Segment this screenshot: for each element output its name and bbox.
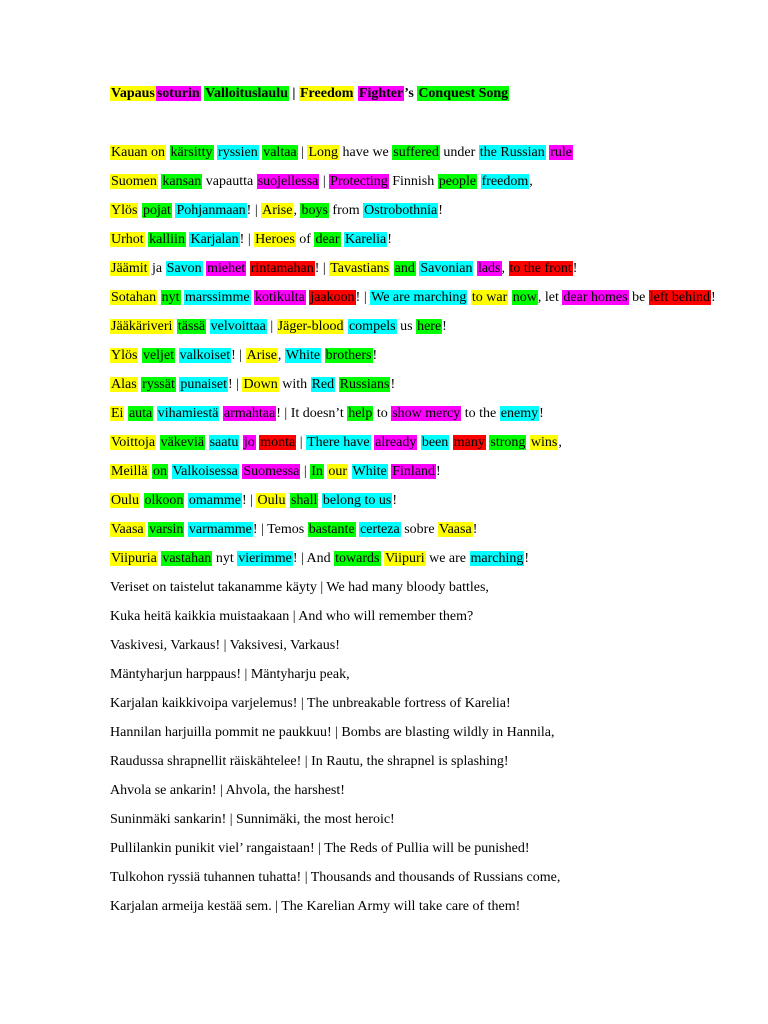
highlighted-phrase: Valloituslaulu	[205, 86, 288, 101]
plain-text: Veriset on taistelut takanamme käyty | We had many bloody battles,	[110, 580, 489, 595]
plain-text: ! | And	[292, 551, 335, 566]
highlighted-phrase: rintamahan	[250, 261, 314, 276]
plain-text: of	[295, 232, 315, 247]
plain-text: ! |	[231, 348, 246, 363]
plain-text: ,	[558, 435, 562, 450]
highlighted-phrase: Meillä	[111, 464, 148, 479]
highlighted-phrase: Vapaus	[111, 86, 155, 101]
plain-text: we are	[425, 551, 470, 566]
highlighted-phrase: White	[352, 464, 387, 479]
highlighted-phrase: kotikulta	[255, 290, 305, 305]
highlighted-phrase: valtaa	[263, 145, 297, 160]
highlighted-phrase: Sotahan	[111, 290, 157, 305]
plain-text: ja	[148, 261, 166, 276]
plain-text: Kuka heitä kaikkia muistaakaan | And who will remember them?	[110, 609, 474, 624]
plain-text: !	[711, 290, 716, 305]
plain-text: to the	[461, 406, 500, 421]
plain-text: ! |	[314, 261, 330, 276]
highlighted-phrase: rule	[550, 145, 572, 160]
highlighted-phrase: Jäger-blood	[277, 319, 344, 334]
highlighted-phrase: vastahan	[162, 551, 212, 566]
lyric-line	[110, 317, 750, 336]
lyric-line	[110, 288, 750, 307]
highlighted-phrase: Viipuri	[385, 551, 425, 566]
highlighted-phrase: brothers	[325, 348, 372, 363]
highlighted-phrase: varmamme	[188, 522, 252, 537]
highlighted-phrase: on	[153, 464, 168, 479]
plain-text: ,	[293, 203, 301, 218]
lyric-line	[110, 578, 750, 597]
plain-text: Tulkohon ryssiä tuhannen tuhatta! | Thousands and thousands of Russians come,	[110, 870, 561, 885]
highlighted-phrase: marching	[470, 551, 524, 566]
highlighted-phrase: Heroes	[255, 232, 295, 247]
highlighted-phrase: lads	[477, 261, 501, 276]
highlighted-phrase: Oulu	[111, 493, 139, 508]
plain-text: !	[436, 464, 441, 479]
plain-text: !	[387, 232, 392, 247]
lyric-line	[110, 346, 750, 365]
highlighted-phrase: Russians	[339, 377, 390, 392]
highlighted-phrase: the Russian	[479, 145, 545, 160]
plain-text	[348, 464, 352, 479]
plain-text: Ahvola se ankarin! | Ahvola, the harshest!	[110, 783, 345, 798]
lyric-line	[110, 404, 750, 423]
highlighted-phrase: velvoittaa	[210, 319, 266, 334]
highlighted-phrase: Fighter	[358, 86, 404, 101]
lyric-line	[110, 694, 750, 713]
lyric-line	[110, 375, 750, 394]
plain-text: sobre	[400, 522, 439, 537]
lyric-line	[110, 433, 750, 452]
highlighted-phrase: vierimme	[238, 551, 292, 566]
plain-text: |	[300, 464, 311, 479]
highlighted-phrase: Karjalan	[190, 232, 239, 247]
plain-text: ! | It doesn’t	[276, 406, 348, 421]
highlighted-phrase: Arise	[246, 348, 277, 363]
plain-text: ! |	[242, 493, 257, 508]
highlighted-phrase: our	[328, 464, 348, 479]
highlighted-phrase: Ostrobothnia	[364, 203, 438, 218]
plain-text: !	[524, 551, 530, 566]
highlighted-phrase: ryssien	[218, 145, 258, 160]
highlighted-phrase: Long	[308, 145, 339, 160]
plain-text: Raudussa shrapnellit räiskähtelee! | In Rautu, the shrapnel is splashing!	[110, 754, 509, 769]
highlighted-phrase: wins	[530, 435, 558, 450]
highlighted-phrase: strong	[490, 435, 526, 450]
highlighted-phrase: jo	[243, 435, 255, 450]
highlighted-phrase: Voittoja	[111, 435, 156, 450]
plain-text: !	[442, 319, 447, 334]
highlighted-phrase: soturin	[156, 86, 200, 101]
highlighted-phrase: certeza	[360, 522, 400, 537]
highlighted-phrase: Pohjanmaan	[176, 203, 246, 218]
plain-text: Karjalan kaikkivoipa varjelemus! | The unbreakable fortress of Karelia!	[110, 696, 511, 711]
highlighted-phrase: olkoon	[144, 493, 184, 508]
lyric-line	[110, 781, 750, 800]
highlighted-phrase: saatu	[209, 435, 239, 450]
highlighted-phrase: towards	[335, 551, 380, 566]
highlighted-phrase: Karelia	[345, 232, 387, 247]
lyrics-block	[110, 143, 750, 926]
plain-text: be	[628, 290, 649, 305]
lyric-line	[110, 172, 750, 191]
lyric-line	[110, 636, 750, 655]
highlighted-phrase: auta	[128, 406, 153, 421]
highlighted-phrase: already	[375, 435, 417, 450]
highlighted-phrase: In	[311, 464, 323, 479]
plain-text: |	[296, 435, 307, 450]
highlighted-phrase: suffered	[393, 145, 439, 160]
highlighted-phrase: väkeviä	[160, 435, 205, 450]
highlighted-phrase: kalliin	[149, 232, 185, 247]
lyric-line	[110, 897, 750, 916]
plain-text: ,	[501, 261, 509, 276]
highlighted-phrase: We are marching	[371, 290, 467, 305]
highlighted-phrase: omamme	[188, 493, 241, 508]
plain-text: !	[572, 261, 578, 276]
highlighted-phrase: pojat	[142, 203, 171, 218]
highlighted-phrase: Oulu	[257, 493, 286, 508]
plain-text: ! |	[239, 232, 255, 247]
plain-text: ’s	[404, 86, 418, 101]
plain-text: Suninmäki sankarin! | Sunnimäki, the most heroic!	[110, 812, 395, 827]
highlighted-phrase: compels	[348, 319, 396, 334]
highlighted-phrase: show mercy	[392, 406, 461, 421]
plain-text: Hannilan harjuilla pommit ne paukkuu! | Bombs are blasting wildly in Hannila,	[110, 725, 555, 740]
lyric-line	[110, 665, 750, 684]
highlighted-phrase: help	[348, 406, 373, 421]
plain-text: to	[373, 406, 392, 421]
plain-text: from	[328, 203, 364, 218]
highlighted-phrase: Ylös	[111, 348, 138, 363]
plain-text: with	[278, 377, 311, 392]
highlighted-phrase: veljet	[142, 348, 175, 363]
highlighted-phrase: belong to us	[322, 493, 392, 508]
highlighted-phrase: Arise	[262, 203, 293, 218]
highlighted-phrase: Suomessa	[243, 464, 300, 479]
plain-text: ! |	[246, 203, 262, 218]
plain-text: have we	[339, 145, 393, 160]
plain-text: Karjalan armeija kestää sem. | The Karelian Army will take care of them!	[110, 899, 521, 914]
plain-text: ! |	[355, 290, 371, 305]
plain-text: ! | Temos	[252, 522, 308, 537]
plain-text: !	[438, 203, 443, 218]
plain-text: under	[439, 145, 479, 160]
highlighted-phrase: miehet	[207, 261, 246, 276]
highlighted-phrase: Viipuria	[111, 551, 157, 566]
highlighted-phrase: been	[421, 435, 449, 450]
lyric-line	[110, 520, 750, 539]
highlighted-phrase: There have	[307, 435, 370, 450]
plain-text: Mäntyharjun harppaus! | Mäntyharju peak,	[110, 667, 350, 682]
highlighted-phrase: kärsitty	[170, 145, 213, 160]
highlighted-phrase: valkoiset	[179, 348, 231, 363]
plain-text: , let	[537, 290, 563, 305]
highlighted-phrase: Tavastians	[330, 261, 390, 276]
plain-text: Vaskivesi, Varkaus! | Vaksivesi, Varkaus!	[110, 638, 340, 653]
highlighted-phrase: punaiset	[180, 377, 227, 392]
highlighted-phrase: freedom	[481, 174, 529, 189]
plain-text: !	[390, 377, 396, 392]
plain-text: Pullilankin punikit viel’ rangaistaan! | The Reds of Pullia will be punished!	[110, 841, 530, 856]
highlighted-phrase: varsin	[149, 522, 184, 537]
lyric-line	[110, 230, 750, 249]
highlighted-phrase: Kauan on	[111, 145, 166, 160]
lyric-line	[110, 723, 750, 742]
lyric-line	[110, 839, 750, 858]
plain-text: |	[319, 174, 330, 189]
plain-text: !	[372, 348, 378, 363]
plain-text: vapautta	[202, 174, 257, 189]
highlighted-phrase: many	[453, 435, 485, 450]
highlighted-phrase: marssimme	[185, 290, 250, 305]
highlighted-phrase: vihamiestä	[157, 406, 219, 421]
highlighted-phrase: ryssät	[142, 377, 175, 392]
highlighted-phrase: here	[417, 319, 442, 334]
highlighted-phrase: Vaasa	[111, 522, 144, 537]
lyric-line	[110, 201, 750, 220]
highlighted-phrase: Valkoisessa	[172, 464, 238, 479]
lyric-line	[110, 868, 750, 887]
highlighted-phrase: monta	[260, 435, 296, 450]
highlighted-phrase: Alas	[111, 377, 137, 392]
lyric-line	[110, 810, 750, 829]
highlighted-phrase: now	[512, 290, 537, 305]
plain-text: Finnish	[388, 174, 438, 189]
highlighted-phrase: nyt	[161, 290, 180, 305]
highlighted-phrase: to war	[471, 290, 508, 305]
highlighted-phrase: suojellessa	[257, 174, 319, 189]
lyric-line	[110, 491, 750, 510]
highlighted-phrase: Jääkäriveri	[111, 319, 173, 334]
lyric-line	[110, 549, 750, 568]
plain-text: ,	[277, 348, 285, 363]
plain-text: ,	[529, 174, 533, 189]
highlighted-phrase: enemy	[500, 406, 539, 421]
plain-text: |	[297, 145, 308, 160]
plain-text: |	[266, 319, 277, 334]
plain-text: !	[539, 406, 544, 421]
highlighted-phrase: White	[285, 348, 321, 363]
highlighted-phrase: Protecting	[330, 174, 388, 189]
highlighted-phrase: jaakoon	[310, 290, 355, 305]
lyric-line	[110, 607, 750, 626]
highlighted-phrase: people	[438, 174, 477, 189]
plain-text: !	[472, 522, 478, 537]
highlighted-phrase: Ei	[111, 406, 124, 421]
highlighted-phrase: boys	[301, 203, 328, 218]
highlighted-phrase: and	[394, 261, 415, 276]
highlighted-phrase: tässä	[177, 319, 206, 334]
lyric-line	[110, 462, 750, 481]
highlighted-phrase: Urhot	[111, 232, 144, 247]
highlighted-phrase: Down	[243, 377, 278, 392]
highlighted-phrase: Savon	[166, 261, 202, 276]
song-title	[110, 85, 509, 103]
plain-text	[140, 493, 144, 508]
highlighted-phrase: left behind	[649, 290, 711, 305]
highlighted-phrase: bastante	[308, 522, 355, 537]
highlighted-phrase: dear	[315, 232, 340, 247]
highlighted-phrase: Ylös	[111, 203, 138, 218]
plain-text: nyt	[212, 551, 238, 566]
highlighted-phrase: to the front	[509, 261, 572, 276]
highlighted-phrase: Freedom	[300, 86, 354, 101]
highlighted-phrase: armahtaa	[223, 406, 276, 421]
highlighted-phrase: kansan	[162, 174, 202, 189]
highlighted-phrase: Suomen	[111, 174, 157, 189]
lyric-line	[110, 752, 750, 771]
plain-text: us	[396, 319, 417, 334]
highlighted-phrase: shall	[290, 493, 318, 508]
highlighted-phrase: Conquest Song	[418, 86, 509, 101]
lyric-line	[110, 143, 750, 162]
highlighted-phrase: Vaasa	[439, 522, 472, 537]
plain-text: ! |	[228, 377, 243, 392]
plain-text: |	[288, 86, 299, 101]
highlighted-phrase: Savonian	[420, 261, 473, 276]
plain-text: !	[392, 493, 398, 508]
lyric-line	[110, 259, 750, 278]
highlighted-phrase: Finland	[392, 464, 436, 479]
highlighted-phrase: Red	[311, 377, 335, 392]
highlighted-phrase: Jäämit	[111, 261, 148, 276]
highlighted-phrase: dear homes	[563, 290, 628, 305]
